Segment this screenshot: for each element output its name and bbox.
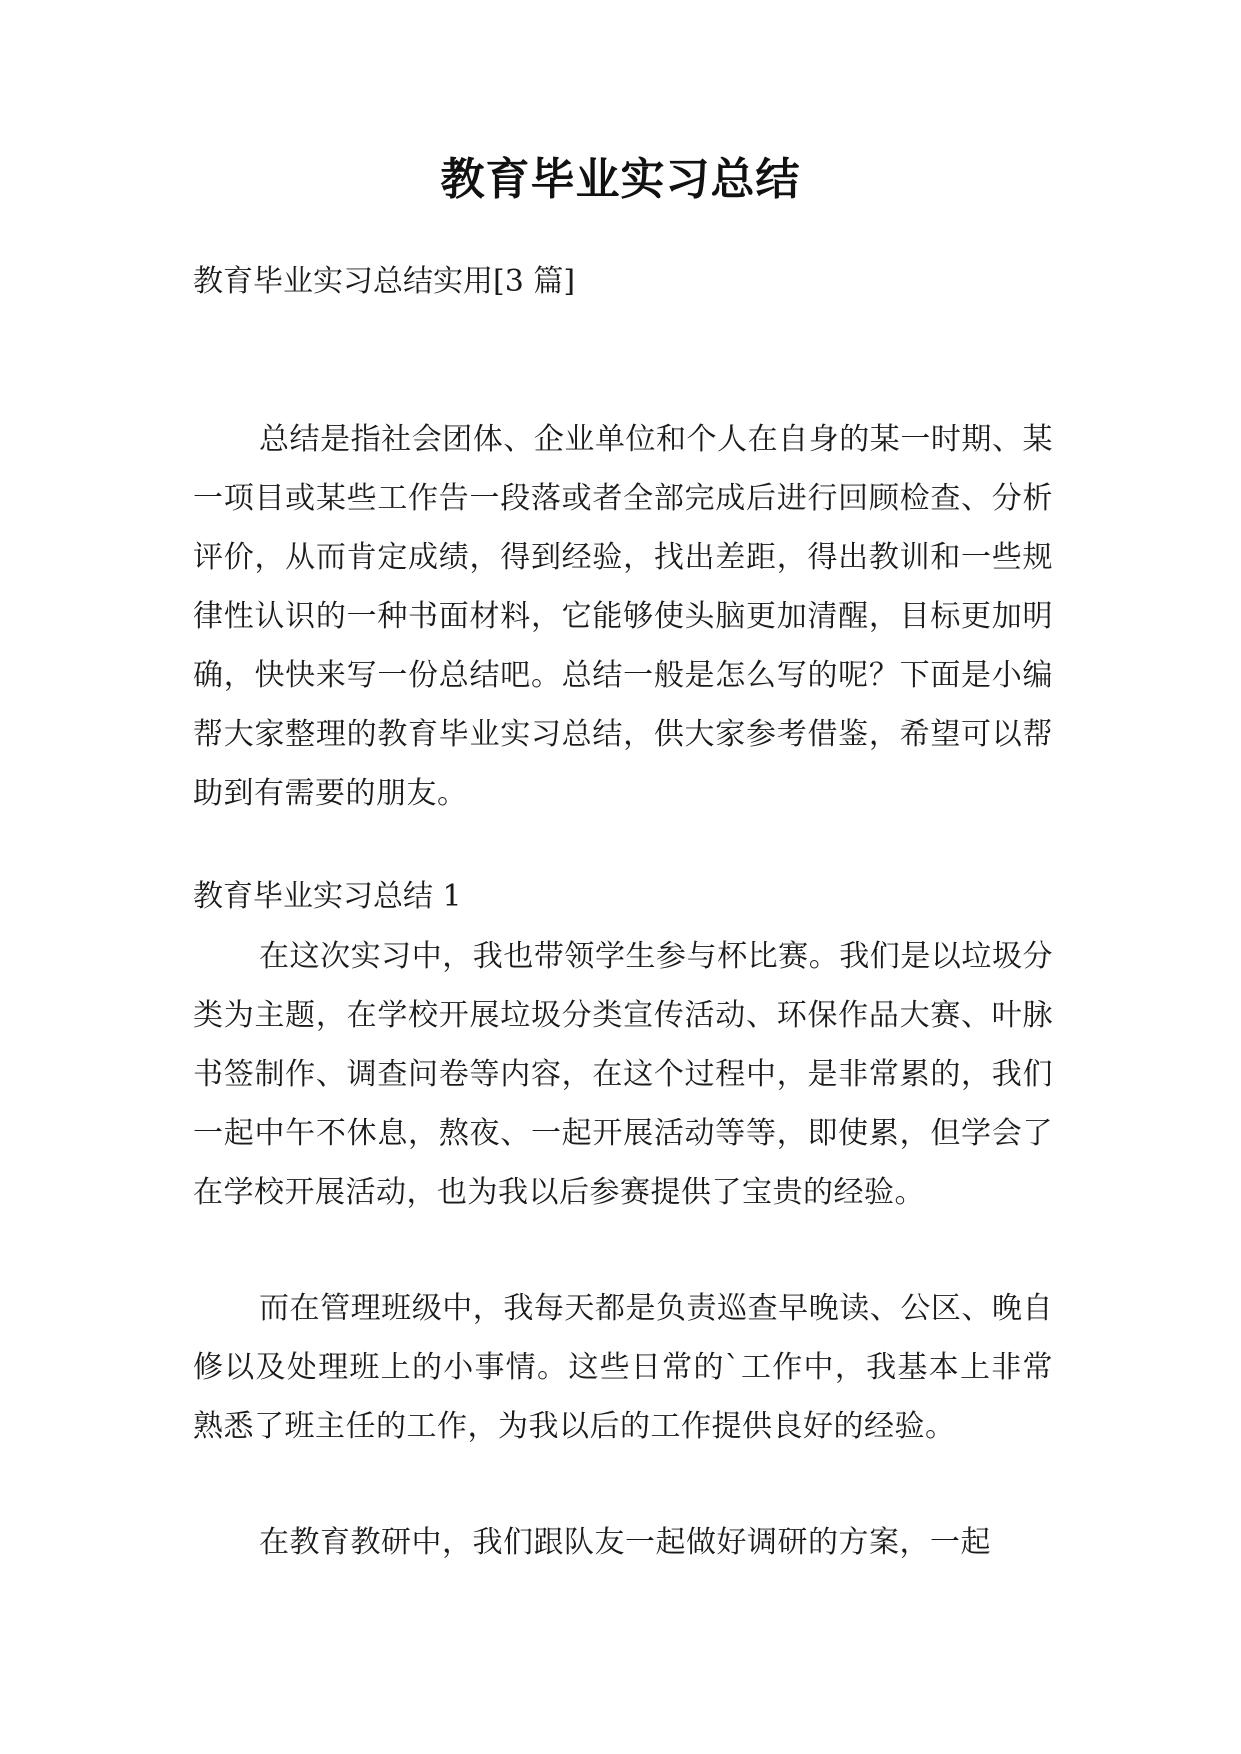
body-paragraph: 在教育教研中，我们跟队友一起做好调研的方案，一起 [259,1525,991,1560]
document-subtitle: 教育毕业实习总结实用[3 篇] [193,264,576,299]
document-title: 教育毕业实习总结 [440,154,801,205]
intro-paragraph: 总结是指社会团体、企业单位和个人在自身的某一时期、某一项目或某些工作告一段落或者全部完成后进行回顾检查、分析评价，从而肯定成绩，得到经验，找出差距，得出教训和一些规律性认识的一种书面材料，它能够使头脑更加清醒，目标更加明确，快快来写一份总结吧。总结一般是怎么写的呢？下面是小编帮大家整理的教育毕业实习总结，供大家参考借鉴，希望可以帮助到有需要的朋友。 [193,422,1053,811]
body-paragraph: 而在管理班级中，我每天都是负责巡查早晚读、公区、晚自修以及处理班上的小事情。这些日常的`工作中，我基本上非常熟悉了班主任的工作，为我以后的工作提供良好的经验。 [193,1291,1053,1444]
body-paragraph: 在这次实习中，我也带领学生参与杯比赛。我们是以垃圾分类为主题，在学校开展垃圾分类宣传活动、环保作品大赛、叶脉书签制作、调查问卷等内容，在这个过程中，是非常累的，我们一起中午不休息，熬夜、一起开展活动等等，即使累，但学会了在学校开展活动，也为我以后参赛提供了宝贵的经验。 [193,939,1053,1210]
section-heading: 教育毕业实习总结 1 [193,879,462,914]
